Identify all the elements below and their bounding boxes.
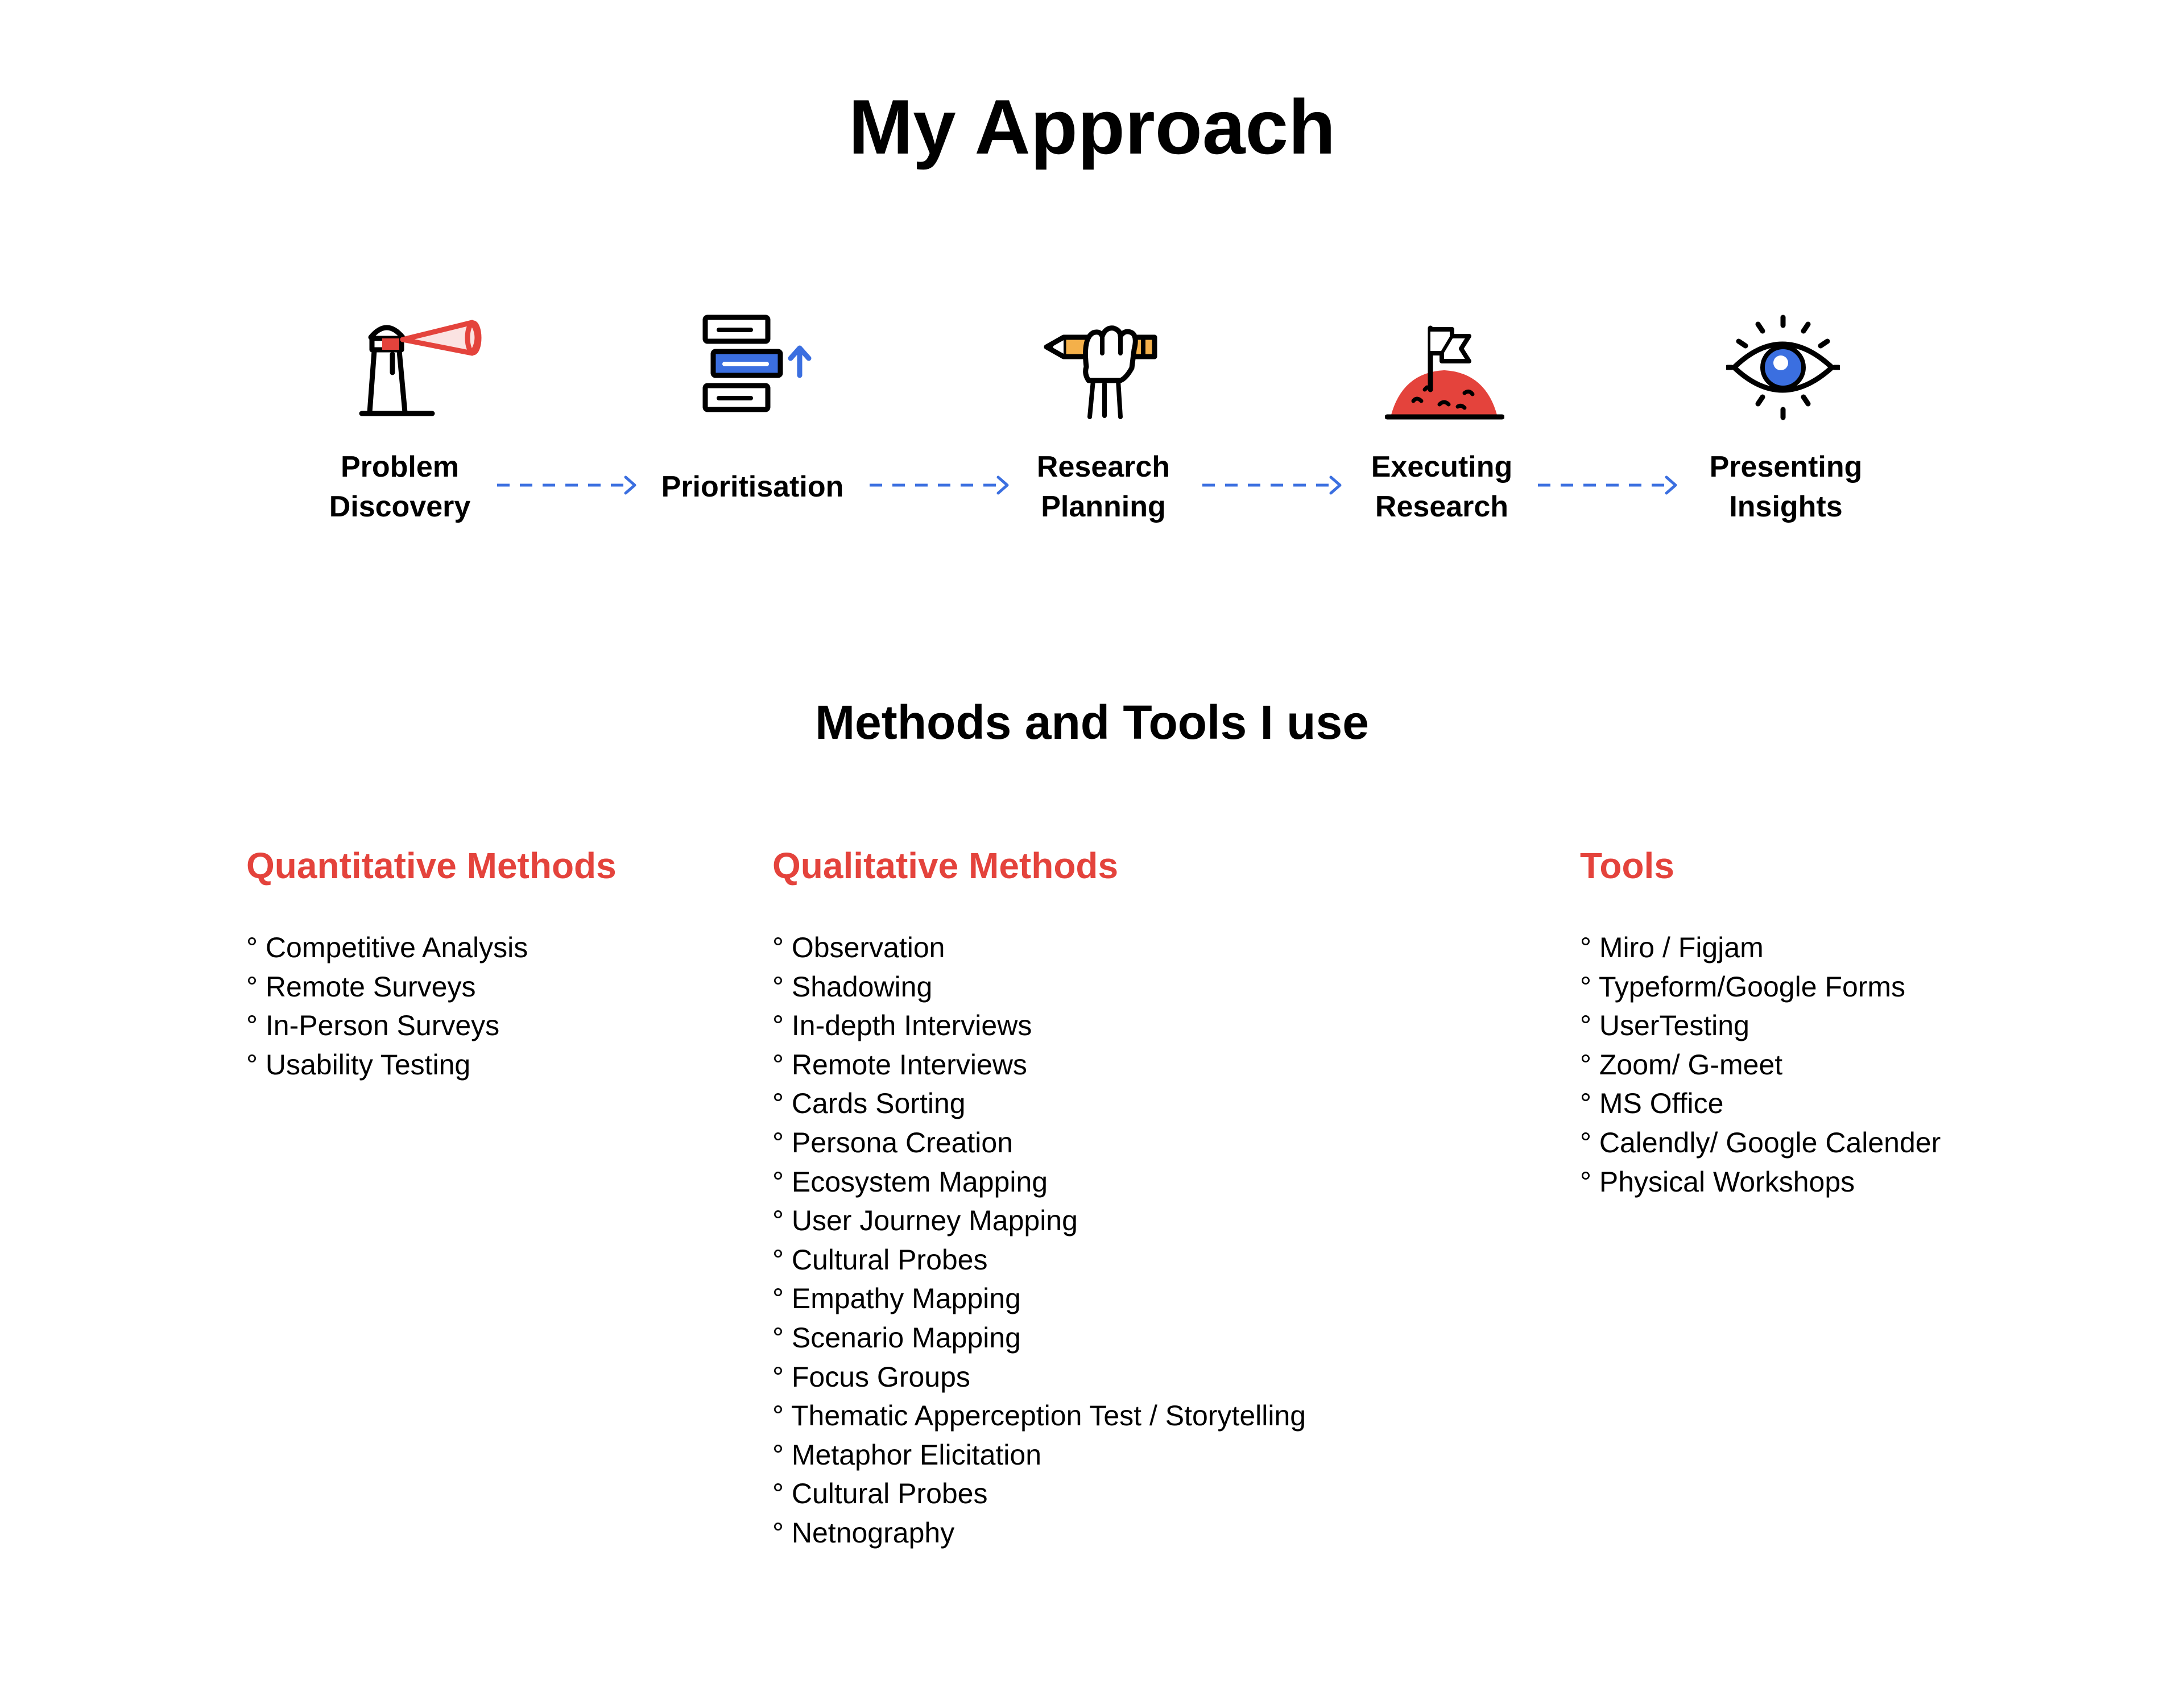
tools-list bbox=[1580, 928, 1941, 1201]
qualitative-methods-heading: Qualitative Methods bbox=[772, 845, 1119, 886]
step-label-presenting-insights: Presenting Insights bbox=[1709, 450, 1863, 523]
step-label-executing-research: Executing Research bbox=[1371, 450, 1513, 523]
arrow-3 bbox=[1200, 474, 1345, 497]
quantitative-methods-list bbox=[246, 928, 617, 1084]
list-item: ° Ecosystem Mapping bbox=[772, 1165, 1048, 1198]
list-item: ° Remote Surveys bbox=[246, 970, 476, 1003]
arrow-2 bbox=[867, 474, 1012, 497]
list-item: ° Typeform/Google Forms bbox=[1580, 970, 1906, 1003]
lighthouse-icon bbox=[358, 310, 489, 418]
quantitative-methods-column bbox=[246, 847, 617, 1084]
list-item: ° In-depth Interviews bbox=[772, 1010, 1032, 1042]
list-item: ° Focus Groups bbox=[772, 1360, 970, 1393]
flag-on-hill-icon bbox=[1385, 321, 1504, 421]
list-item: ° Metaphor Elicitation bbox=[772, 1438, 1041, 1471]
list-item: ° MS Office bbox=[1580, 1087, 1724, 1120]
list-item: ° Scenario Mapping bbox=[772, 1321, 1021, 1354]
list-item: ° Observation bbox=[772, 932, 945, 963]
quantitative-methods-heading: Quantitative Methods bbox=[246, 845, 617, 886]
tools-column bbox=[1580, 847, 1941, 1201]
list-item: ° Netnography bbox=[772, 1516, 955, 1549]
page-title: My Approach bbox=[848, 84, 1336, 170]
list-item: ° Persona Creation bbox=[772, 1126, 1013, 1159]
list-item: ° User Journey Mapping bbox=[772, 1205, 1078, 1237]
list-item: ° Physical Workshops bbox=[1580, 1165, 1855, 1198]
list-item: ° UserTesting bbox=[1580, 1010, 1749, 1042]
list-item: ° Thematic Apperception Test / Storytelling bbox=[772, 1400, 1306, 1432]
list-item: ° Zoom/ G-meet bbox=[1580, 1048, 1783, 1081]
list-item: ° Calendly/ Google Calender bbox=[1580, 1126, 1941, 1159]
step-label-problem-discovery: Problem Discovery bbox=[329, 450, 471, 523]
tools-heading: Tools bbox=[1580, 845, 1674, 886]
arrow-4 bbox=[1536, 474, 1681, 497]
section-title: Methods and Tools I use bbox=[815, 696, 1369, 749]
list-item: ° Cultural Probes bbox=[772, 1243, 988, 1276]
list-item: ° Miro / Figjam bbox=[1580, 932, 1764, 963]
eye-icon bbox=[1726, 313, 1840, 421]
list-item: ° Competitive Analysis bbox=[246, 932, 528, 963]
list-item: ° Shadowing bbox=[772, 970, 933, 1003]
hand-holding-pencil-icon bbox=[1041, 316, 1166, 424]
qualitative-methods-list bbox=[772, 928, 1306, 1553]
list-item: ° In-Person Surveys bbox=[246, 1010, 500, 1042]
step-label-prioritisation: Prioritisation bbox=[661, 470, 844, 503]
list-item: ° Remote Interviews bbox=[772, 1048, 1027, 1081]
list-item: ° Empathy Mapping bbox=[772, 1283, 1021, 1315]
list-item: ° Cards Sorting bbox=[772, 1087, 966, 1120]
list-item: ° Cultural Probes bbox=[772, 1478, 988, 1510]
arrow-1 bbox=[495, 474, 640, 497]
priority-stack-icon bbox=[700, 313, 819, 421]
qualitative-methods-column bbox=[772, 847, 1306, 1553]
list-item: ° Usability Testing bbox=[246, 1048, 471, 1081]
step-label-research-planning: Research Planning bbox=[1036, 450, 1170, 523]
